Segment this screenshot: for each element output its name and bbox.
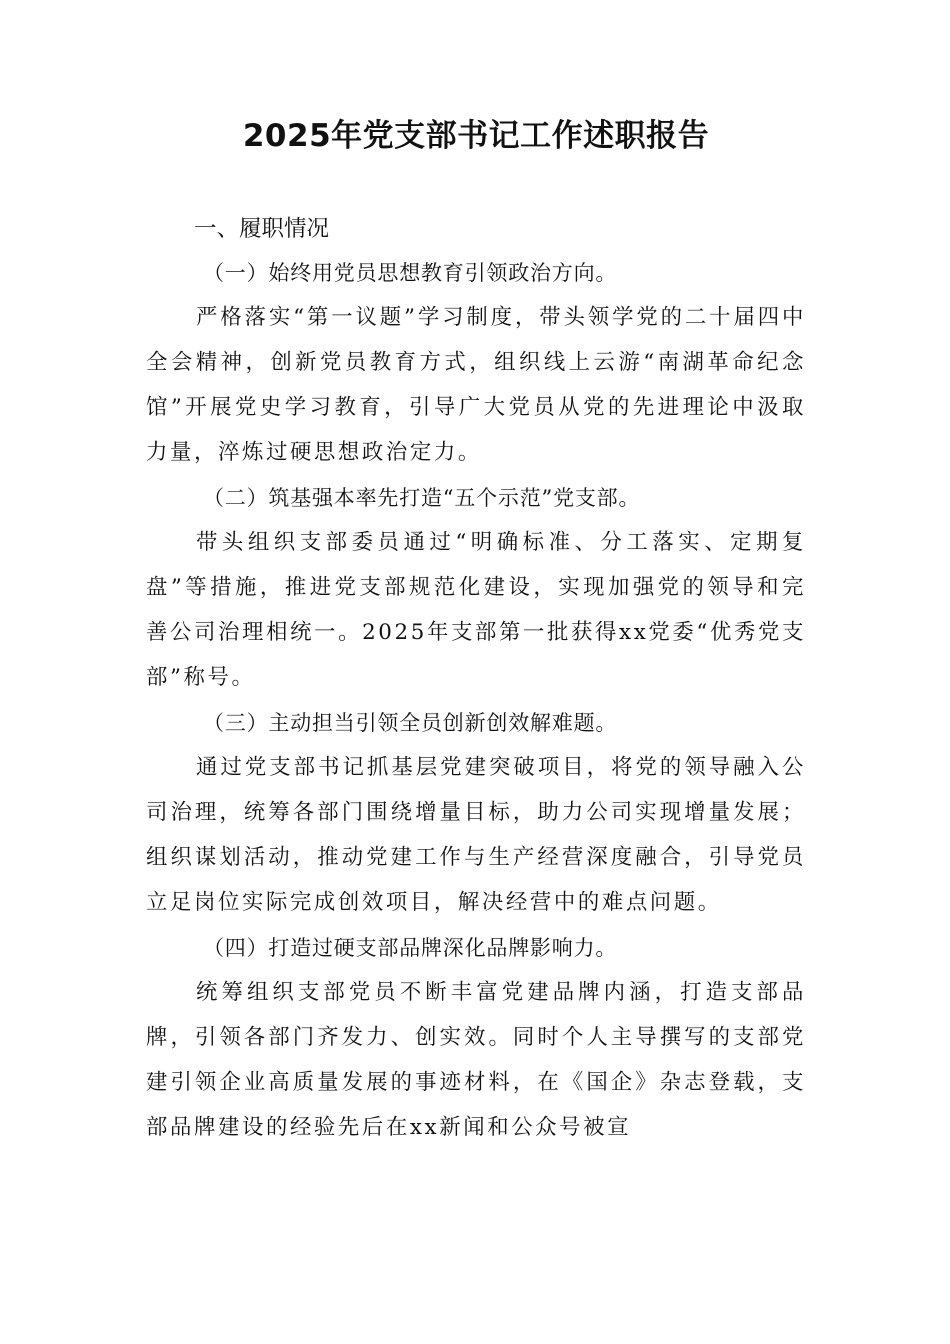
- paragraph-2: 带头组织支部委员通过“明确标准、分工落实、定期复盘”等措施，推进党支部规范化建设，实现加强党的领导和完善公司治理相统一。2025年支部第一批获得xx党委“优秀党支部”称号。: [146, 530, 806, 690]
- document-page: [146, 112, 806, 1150]
- subsection-heading-3: （三）主动担当引领全员创新创效解难题。: [203, 711, 618, 735]
- paragraph-4: 统筹组织支部党员不断丰富党建品牌内涵，打造支部品牌，引领各部门齐发力、创实效。同时个人主导撰写的支部党建引领企业高质量发展的事迹材料，在《国企》杂志登载，支部品牌建设的经验先后在xx新闻和公众号被宣: [146, 980, 806, 1140]
- document-title: 2025年党支部书记工作述职报告: [242, 118, 710, 154]
- section-heading-performance: 一、履职情况: [194, 216, 330, 242]
- paragraph-3: 通过党支部书记抓基层党建突破项目，将党的领导融入公司治理，统筹各部门围绕增量目标，助力公司实现增量发展；组织谋划活动，推动党建工作与生产经营深度融合，引导党员立足岗位实际完成创效项目，解决经营中的难点问题。: [146, 755, 806, 915]
- subsection-heading-4: （四）打造过硬支部品牌深化品牌影响力。: [203, 936, 618, 960]
- subsection-heading-1: （一）始终用党员思想教育引领政治方向。: [203, 261, 618, 285]
- paragraph-1: 严格落实“第一议题”学习制度，带头领学党的二十届四中全会精神，创新党员教育方式，组织线上云游“南湖革命纪念馆”开展党史学习教育，引导广大党员从党的先进理论中汲取力量，淬炼过硬思想政治定力。: [146, 305, 806, 465]
- subsection-heading-2: （二）筑基强本率先打造“五个示范”党支部。: [203, 486, 641, 510]
